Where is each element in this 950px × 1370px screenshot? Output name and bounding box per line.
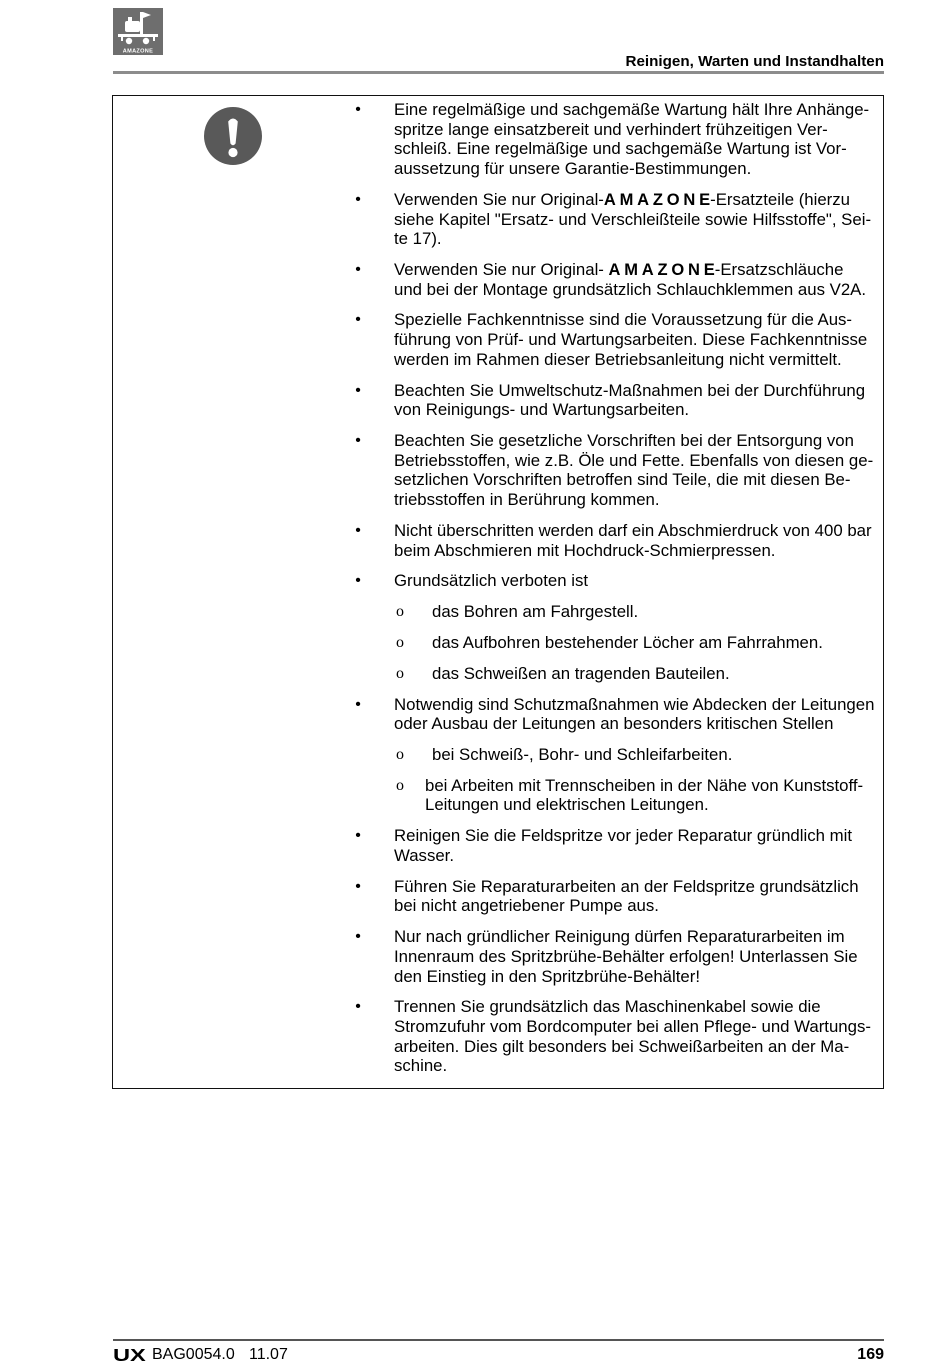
- footer-edition: 11.07: [249, 1346, 288, 1363]
- text-line: Reinigen Sie die Feldspritze vor jeder Reparatur gründlich mit: [394, 826, 852, 846]
- sub-bullet-item: [352, 602, 883, 622]
- text-line: führung von Prüf- und Wartungsarbeiten. Diese Fachkenntnisse: [394, 330, 868, 350]
- text-line: Beachten Sie gesetzliche Vorschriften bei der Entsorgung von: [394, 431, 854, 451]
- sub-bullet-marker: o: [396, 746, 404, 763]
- sub-bullet-item-text: [352, 664, 883, 684]
- bullet-item: [352, 826, 883, 865]
- sub-bullet-marker: o: [396, 776, 404, 794]
- text-line: spritze lange einsatzbereit und verhindert frühzeitigen Ver-: [394, 119, 828, 139]
- text-line: Stromzufuhr vom Bordcomputer bei allen Pflege- und Wartungs-: [394, 1017, 871, 1037]
- section-title: Reinigen, Warten und Instandhalten: [625, 53, 884, 70]
- bullet-item-text: [352, 877, 883, 916]
- bullet-marker: •: [355, 432, 361, 450]
- text-line: Betriebsstoffen, wie z.B. Öle und Fette. Ebenfalls von diesen ge-: [394, 450, 874, 470]
- text-line: das Bohren am Fahrgestell.: [432, 602, 639, 622]
- text-line: Trennen Sie grundsätzlich das Maschinenkabel sowie die: [394, 997, 821, 1017]
- bullet-item-text: [352, 927, 883, 986]
- text-line: arbeiten. Dies gilt besonders bei Schweißarbeiten an der Ma-: [394, 1036, 850, 1056]
- bullet-item: [352, 431, 883, 510]
- bullet-item: [352, 521, 883, 560]
- bullet-item-text: [352, 826, 883, 865]
- bullet-item-text: [352, 521, 883, 560]
- logo-lettering: AMAZONE: [122, 48, 154, 55]
- bullet-marker: •: [355, 261, 361, 278]
- text-line: te 17).: [394, 229, 442, 249]
- text-line: Führen Sie Reparaturarbeiten an der Feldspritze grundsätzlich: [394, 876, 859, 896]
- bullet-marker: •: [355, 101, 361, 118]
- text-line: Grundsätzlich verboten ist: [394, 571, 589, 591]
- sub-bullet-item-text: [352, 602, 883, 622]
- text-line: schine.: [394, 1056, 448, 1076]
- text-line: beim Abschmieren mit Hochdruck-Schmierpressen.: [394, 540, 776, 560]
- text-segment: Verwenden Sie nur Original-: [394, 260, 609, 279]
- text-line: bei nicht angetriebener Pumpe aus.: [394, 896, 659, 916]
- text-line: [394, 260, 883, 280]
- text-line: Beachten Sie Umweltschutz-Maßnahmen bei der Durchführung: [394, 380, 866, 400]
- bullet-item-text: [352, 571, 883, 591]
- header-rule: [113, 71, 884, 74]
- bullet-item: [352, 190, 883, 249]
- text-line: Spezielle Fachkenntnisse sind die Voraussetzung für die Aus-: [394, 310, 853, 330]
- sub-bullet-marker: o: [396, 664, 404, 682]
- text-line: siehe Kapitel "Ersatz- und Verschleißteile sowie Hilfsstoffe", Sei-: [394, 209, 872, 229]
- sub-bullet-item: [352, 633, 883, 653]
- bullet-marker: •: [355, 572, 361, 590]
- bullet-marker: •: [355, 311, 361, 329]
- bullet-item: [352, 927, 883, 986]
- amazone-wordmark: AMAZONE: [608, 261, 719, 279]
- bullet-marker: •: [355, 381, 361, 399]
- sub-bullet-item: [352, 664, 883, 684]
- text-line: werden im Rahmen dieser Betriebsanleitung nicht vermittelt.: [394, 349, 842, 369]
- text-line: Notwendig sind Schutzmaßnahmen wie Abdecken der Leitungen: [394, 694, 875, 714]
- sub-bullet-item: [352, 745, 883, 765]
- text-line: Nur nach gründlicher Reinigung dürfen Reparaturarbeiten im: [394, 927, 845, 947]
- text-line: das Aufbohren bestehender Löcher am Fahrrahmen.: [432, 632, 823, 652]
- bullet-item: [352, 381, 883, 420]
- text-line: Leitungen und elektrischen Leitungen.: [425, 795, 709, 815]
- footer-model: UX: [113, 1345, 146, 1365]
- notice-list: [352, 100, 883, 1076]
- footer-doc-code: BAG0054.0: [152, 1346, 235, 1363]
- bullet-item: [352, 997, 883, 1076]
- text-line: Eine regelmäßige und sachgemäße Wartung hält Ihre Anhänge-: [394, 100, 870, 119]
- bullet-marker: •: [355, 695, 361, 713]
- bullet-item: [352, 877, 883, 916]
- sub-bullet-item-text: [352, 776, 883, 815]
- bullet-item-text: [352, 310, 883, 369]
- text-segment: -Ersatzschläuche: [714, 260, 844, 279]
- bullet-item: [352, 310, 883, 369]
- text-line: oder Ausbau der Leitungen an besonders kritischen Stellen: [394, 714, 834, 734]
- amazone-logo: [113, 8, 163, 55]
- sub-bullet-marker: o: [396, 633, 404, 651]
- text-line: aussetzung für unsere Garantie-Bestimmungen.: [394, 159, 752, 179]
- bullet-marker: •: [355, 190, 361, 208]
- page-number: 169: [857, 1346, 884, 1363]
- bullet-item-text: [352, 997, 883, 1076]
- bullet-marker: •: [355, 827, 361, 845]
- bullet-item-text: [352, 695, 883, 734]
- bullet-item-text: [352, 260, 883, 299]
- sub-bullet-item-text: [352, 745, 883, 765]
- footer-rule: [113, 1339, 884, 1341]
- bullet-item: [352, 571, 883, 683]
- bullet-marker: •: [355, 877, 361, 895]
- text-line: Nicht überschritten werden darf ein Abschmierdruck von 400 bar: [394, 520, 872, 540]
- bullet-marker: •: [355, 998, 361, 1016]
- bullet-item: [352, 695, 883, 816]
- text-line: schleiß. Eine regelmäßige und sachgemäße Wartung ist Vor-: [394, 139, 847, 159]
- bullet-marker: •: [355, 521, 361, 539]
- text-segment: Verwenden Sie nur Original-: [394, 189, 604, 209]
- bullet-item-text: [352, 190, 883, 249]
- sub-bullet-item: [352, 776, 883, 815]
- bullet-item-text: [352, 100, 883, 179]
- bullet-item-text: [352, 381, 883, 420]
- text-line: triebsstoffen in Berührung kommen.: [394, 490, 660, 510]
- amazone-wordmark: AMAZONE: [603, 190, 714, 209]
- text-line: bei Arbeiten mit Trennscheiben in der Nähe von Kunststoff-: [425, 775, 864, 795]
- text-line: bei Schweiß-, Bohr- und Schleifarbeiten.: [432, 745, 733, 764]
- amazone-logo-graphic: [113, 8, 163, 55]
- bullet-item-text: [352, 431, 883, 510]
- exclamation-circle-icon: [204, 107, 262, 165]
- text-line: und bei der Montage grundsätzlich Schlauchklemmen aus V2A.: [394, 279, 867, 299]
- text-line: Innenraum des Spritzbrühe-Behälter erfolgen! Unterlassen Sie: [394, 946, 858, 966]
- text-line: das Schweißen an tragenden Bauteilen.: [432, 663, 730, 683]
- bullet-marker: •: [355, 928, 361, 946]
- bullet-item: [352, 260, 883, 299]
- text-line: setzlichen Vorschriften betroffen sind Teile, die mit diesen Be-: [394, 470, 851, 490]
- text-line: den Einstieg in den Spritzbrühe-Behälter!: [394, 966, 700, 986]
- text-line: Wasser.: [394, 845, 454, 865]
- sub-bullet-item-text: [352, 633, 883, 653]
- text-line: von Reinigungs- und Wartungsarbeiten.: [394, 400, 690, 420]
- bullet-item: [352, 100, 883, 179]
- sub-bullet-marker: o: [396, 603, 404, 621]
- text-line: [394, 190, 883, 210]
- text-segment: -Ersatzteile (hierzu: [710, 189, 850, 209]
